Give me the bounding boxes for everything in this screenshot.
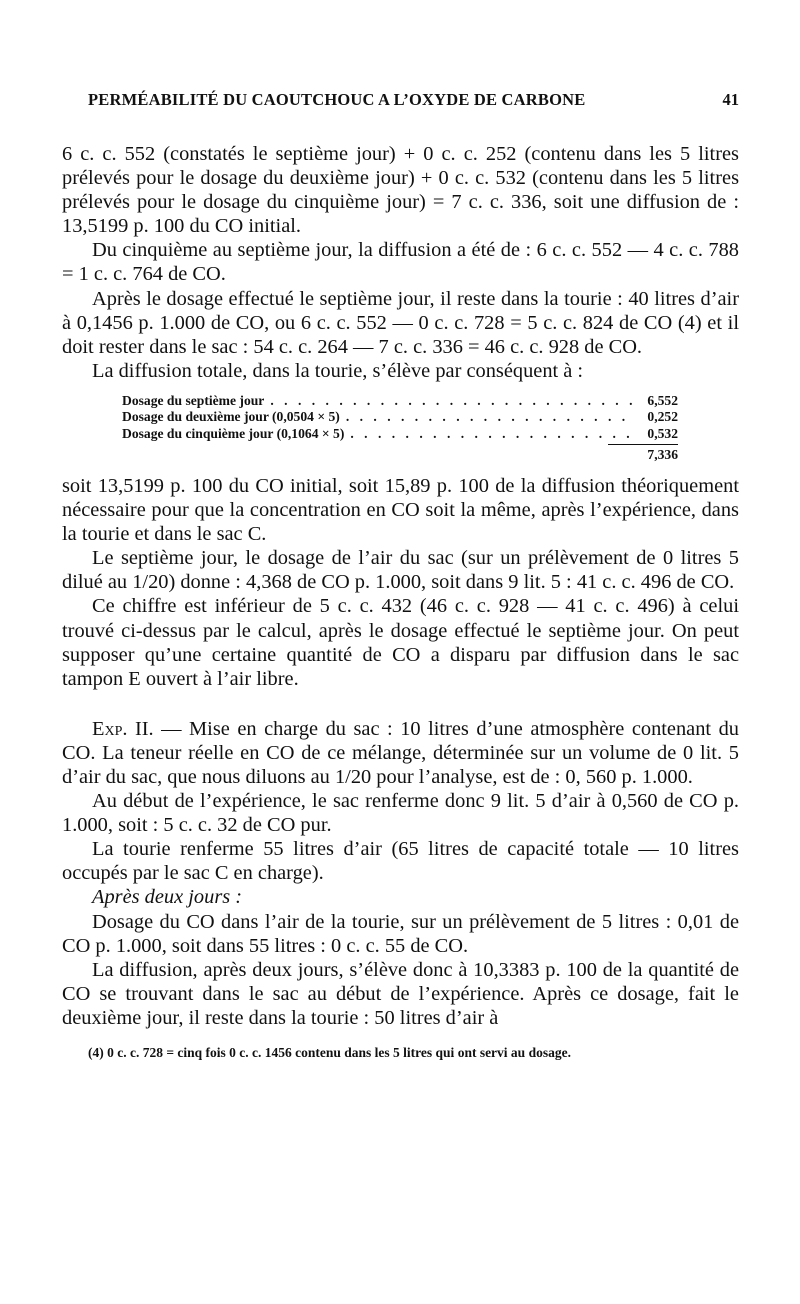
calculation-label: Dosage du deuxième jour (0,0504 × 5) — [122, 409, 340, 425]
calculation-total-row — [122, 442, 678, 464]
paragraph: Après le dosage effectué le septième jour, il reste dans la tourie : 40 litres d’air à 0,1456 p. 1.000 de CO, ou 6 c. c. 552 — 0 c. c. 728 = 5 c. c. 824 de CO (4) et il doit rester dans le sac : 54 c. c. 264 — 7 c. c. 336 = 46 c. c. 928 de CO. — [62, 287, 739, 358]
calculation-total: 7,336 — [608, 444, 678, 464]
body-text — [62, 142, 739, 1030]
paragraph: Ce chiffre est inférieur de 5 c. c. 432 (46 c. c. 928 — 41 c. c. 496) à celui trouvé ci-dessus par le calcul, après le dosage effectué le septième jour. On peut supposer qu’une certaine quantité de CO a disparu par diffusion dans le sac tampon E ouvert à l’air libre. — [62, 595, 739, 690]
paragraph-text: — Mise en charge du sac : 10 litres d’une atmosphère contenant du CO. La teneur réelle en CO de ce mélange, déterminée sur un volume de 0 lit. 5 d’air du sac, que nous diluons au 1/20 pour l’analyse, est de : 0, 560 p. 1.000. — [62, 717, 739, 788]
calculation-value: 0,532 — [647, 425, 678, 441]
leader-dots — [270, 393, 632, 410]
paragraph: Du cinquième au septième jour, la diffusion a été de : 6 c. c. 552 — 4 c. c. 788 = 1 c. c. 764 de CO. — [62, 239, 739, 286]
calculation-row — [122, 393, 678, 410]
paragraph — [62, 717, 739, 789]
experiment-label: Exp. II. — [92, 717, 154, 740]
running-title: PERMÉABILITÉ DU CAOUTCHOUC A L’OXYDE DE CARBONE — [88, 90, 586, 109]
leader-dots — [346, 409, 632, 426]
calculation-row — [122, 426, 678, 443]
paragraph: soit 13,5199 p. 100 du CO initial, soit 15,89 p. 100 de la diffusion théoriquement nécessaire pour que la concentration en CO soit la même, après l’expérience, dans la tourie et dans le sac C. — [62, 474, 739, 546]
paragraph: 6 c. c. 552 (constatés le septième jour) + 0 c. c. 252 (contenu dans les 5 litres prélevés pour le dosage du deuxième jour) + 0 c. c. 532 (contenu dans les 5 litres prélevés pour le dosage du cinquième jour) = 7 c. c. 336, soit une diffusion de : 13,5199 p. 100 du CO initial. — [62, 143, 739, 238]
calculation-row — [122, 409, 678, 426]
running-header — [62, 90, 739, 120]
paragraph: Dosage du CO dans l’air de la tourie, sur un prélèvement de 5 litres : 0,01 de CO p. 1.000, soit dans 55 litres : 0 c. c. 55 de CO. — [62, 910, 739, 957]
calculation-table — [122, 393, 678, 464]
leader-dots — [350, 426, 632, 443]
paragraph: Au début de l’expérience, le sac renferme donc 9 lit. 5 d’air à 0,560 de CO p. 1.000, soit : 5 c. c. 32 de CO pur. — [62, 790, 739, 837]
calculation-label: Dosage du cinquième jour (0,1064 × 5) — [122, 425, 345, 441]
footnote: (4) 0 c. c. 728 = cinq fois 0 c. c. 1456 contenu dans les 5 litres qui ont servi au dosage. — [88, 1045, 571, 1060]
calculation-label: Dosage du septième jour — [122, 392, 265, 408]
page-number: 41 — [722, 90, 739, 109]
subheading: Après deux jours : — [92, 886, 243, 909]
document-page — [62, 90, 739, 1061]
paragraph: La tourie renferme 55 litres d’air (65 litres de capacité totale — 10 litres occupés par le sac C en charge). — [62, 838, 739, 885]
section-gap — [62, 691, 739, 717]
calculation-value: 0,252 — [647, 409, 678, 425]
paragraph: La diffusion totale, dans la tourie, s’élève par conséquent à : — [92, 359, 584, 382]
paragraph: Le septième jour, le dosage de l’air du sac (sur un prélèvement de 0 litres 5 dilué au 1/20) donne : 4,368 de CO p. 1.000, soit dans 9 lit. 5 : 41 c. c. 496 de CO. — [62, 547, 739, 594]
calculation-value: 6,552 — [647, 392, 678, 408]
paragraph: La diffusion, après deux jours, s’élève donc à 10,3383 p. 100 de la quantité de CO se trouvant dans le sac au début de l’expérience. Après ce dosage, fait le deuxième jour, il reste dans la tourie : 50 litres d’air à — [62, 958, 739, 1029]
